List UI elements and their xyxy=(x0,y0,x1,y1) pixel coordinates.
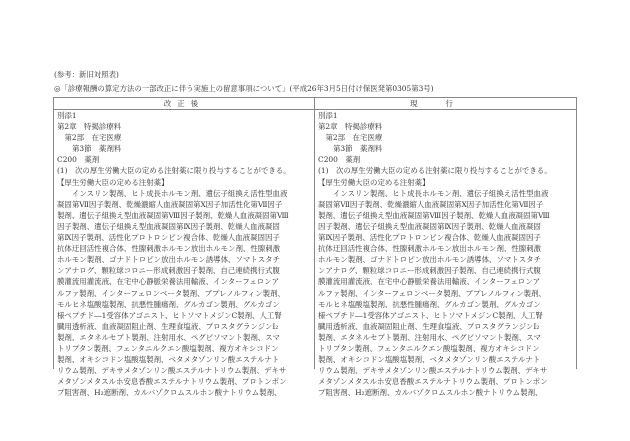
text-line: ルファ製剤、インターフェロンベータ製剤、ブプレノルフィン製剤、 xyxy=(57,288,285,298)
text-line: 別添1 xyxy=(318,111,338,120)
text-line: トリプタン製剤、フェンタニルクエン酸塩製剤、複方オキシコドン xyxy=(57,343,279,353)
text-line: (1) 次の厚生労働大臣の定める注射薬に限り投与することができる。 xyxy=(318,166,552,176)
text-line: メタゾンメタスルホ安息香酸エステルナトリウム製剤、プロトンポン xyxy=(318,377,548,387)
reference-label: (参考：新旧対照表) xyxy=(54,70,119,79)
text-line: プ阻害剤、H₂遮断剤、カルバゾクロムスルホン酸ナトリウム製剤、 xyxy=(318,388,543,398)
text-line: ホルモン製剤、ゴナドトロピン放出ホルモン誘導体、ソマトスタチ xyxy=(57,255,281,265)
table-header-row xyxy=(54,98,576,110)
text-line: ンアナログ、顆粒球コロニー形成刺激因子製剤、自己連続携行式腹 xyxy=(57,266,280,276)
current-column xyxy=(318,110,571,398)
document-title: ◎「診療報酬の算定方法の一部改正に伴う実施上の留意事項について」(平成26年3月5日付け保医発第0305第3号) xyxy=(54,84,434,93)
column-header-current: 現行 xyxy=(410,99,481,108)
text-line: 臓用透析液、血液凝固阻止剤、生理食塩液、プロスタグランジンI₂ xyxy=(318,321,540,331)
text-line: 第3節 薬剤料 xyxy=(72,144,122,154)
text-line: 第2部 在宅医療 xyxy=(325,133,383,143)
text-line: 凝固第Ⅶ因子製剤、乾燥濃縮人血液凝固第Ⅹ因子加活性化第Ⅶ因子 xyxy=(57,199,283,209)
text-line: ンアナログ、顆粒球コロニー形成刺激因子製剤、自己連続携行式腹 xyxy=(318,266,541,276)
revised-column xyxy=(57,110,310,398)
comparison-table xyxy=(53,97,577,398)
text-line: プ阻害剤、H₂遮断剤、カルバゾクロムスルホン酸ナトリウム製剤、 xyxy=(57,388,282,398)
text-line: 凝固第Ⅶ因子製剤、乾燥濃縮人血液凝固第Ⅹ因子加活性化第Ⅶ因子 xyxy=(318,199,544,209)
text-line: トリプタン製剤、フェンタニルクエン酸塩製剤、複方オキシコドン xyxy=(318,343,540,353)
text-line: インスリン製剤、ヒト成長ホルモン剤、遺伝子組換え活性型血液 xyxy=(64,188,288,198)
text-line: リウム製剤、デキサメタゾンリン酸エステルナトリウム製剤、デキサ xyxy=(318,366,548,376)
text-line: モルヒネ塩酸塩製剤、抗悪性腫瘍剤、グルカゴン製剤、グルカゴン xyxy=(318,299,541,309)
text-line: 膜灌流用灌流液、在宅中心静脈栄養法用輸液、インターフェロンア xyxy=(57,277,280,287)
text-line: 第3節 薬剤料 xyxy=(333,144,383,154)
text-line: 第2章 特掲診療料 xyxy=(318,122,383,132)
text-line: 抗体迂回活性複合体、性腺刺激ホルモン放出ホルモン剤、性腺刺激 xyxy=(318,244,542,254)
text-line: 製剤、エタネルセプト製剤、注射用水、ペグビソマント製剤、スマ xyxy=(57,332,280,342)
column-divider xyxy=(314,98,315,369)
text-line: ホルモン製剤、ゴナドトロピン放出ホルモン誘導体、ソマトスタチ xyxy=(318,255,542,265)
text-line: 因子製剤、遺伝子組換え型血液凝固第Ⅸ因子製剤、乾燥人血液凝固 xyxy=(57,221,280,231)
column-header-revised: 改正後 xyxy=(163,99,205,108)
text-line: ルファ製剤、インターフェロンベータ製剤、ブプレノルフィン製剤、 xyxy=(318,288,546,298)
text-line: C200 薬剤 xyxy=(318,155,361,165)
text-line: 第Ⅸ因子製剤、活性化プロトロンビン複合体、乾燥人血液凝固因子 xyxy=(57,233,280,243)
text-line: 第Ⅸ因子製剤、活性化プロトロンビン複合体、乾燥人血液凝固因子 xyxy=(318,233,541,243)
text-line: (1) 次の厚生労働大臣の定める注射薬に限り投与することができる。 xyxy=(57,166,291,176)
text-line: 製剤、遺伝子組換え型血液凝固第Ⅷ因子製剤、乾燥人血液凝固第Ⅷ xyxy=(57,210,289,220)
text-line: C200 薬剤 xyxy=(57,155,100,165)
text-line: 【厚生労働大臣の定める注射薬】 xyxy=(318,177,430,187)
text-line: 臓用透析液、血液凝固阻止剤、生理食塩液、プロスタグランジンI₂ xyxy=(57,321,279,331)
text-line: 抗体迂回活性複合体、性腺刺激ホルモン放出ホルモン剤、性腺刺激 xyxy=(57,244,281,254)
text-line: インスリン製剤、ヒト成長ホルモン剤、遺伝子組換え活性型血液 xyxy=(325,188,549,198)
text-line: 第2部 在宅医療 xyxy=(64,133,122,143)
text-line: 様ペプチド―1受容体アゴニスト、ヒトソマトメジンC製剤、人工腎 xyxy=(318,310,543,320)
text-line: 【厚生労働大臣の定める注射薬】 xyxy=(57,177,169,187)
text-line: 膜灌流用灌流液、在宅中心静脈栄養法用輸液、インターフェロンア xyxy=(318,277,541,287)
text-line: 第2章 特掲診療料 xyxy=(57,122,122,132)
text-line: 製剤、オキシコドン塩酸塩製剤、ベタメタゾンリン酸エステルナト xyxy=(57,355,280,365)
text-line: リウム製剤、デキサメタゾンリン酸エステルナトリウム製剤、デキサ xyxy=(57,366,287,376)
text-line: 製剤、エタネルセプト製剤、注射用水、ペグビソマント製剤、スマ xyxy=(318,332,541,342)
text-line: 様ペプチド―1受容体アゴニスト、ヒトソマトメジンC製剤、人工腎 xyxy=(57,310,282,320)
text-line: 別添1 xyxy=(57,111,77,120)
text-line: 製剤、遺伝子組換え型血液凝固第Ⅷ因子製剤、乾燥人血液凝固第Ⅷ xyxy=(318,210,550,220)
text-line: 因子製剤、遺伝子組換え型血液凝固第Ⅸ因子製剤、乾燥人血液凝固 xyxy=(318,221,541,231)
text-line: モルヒネ塩酸塩製剤、抗悪性腫瘍剤、グルカゴン製剤、グルカゴン xyxy=(57,299,280,309)
text-line: メタゾンメタスルホ安息香酸エステルナトリウム製剤、プロトンポン xyxy=(57,377,287,387)
text-line: 製剤、オキシコドン塩酸塩製剤、ベタメタゾンリン酸エステルナト xyxy=(318,355,541,365)
